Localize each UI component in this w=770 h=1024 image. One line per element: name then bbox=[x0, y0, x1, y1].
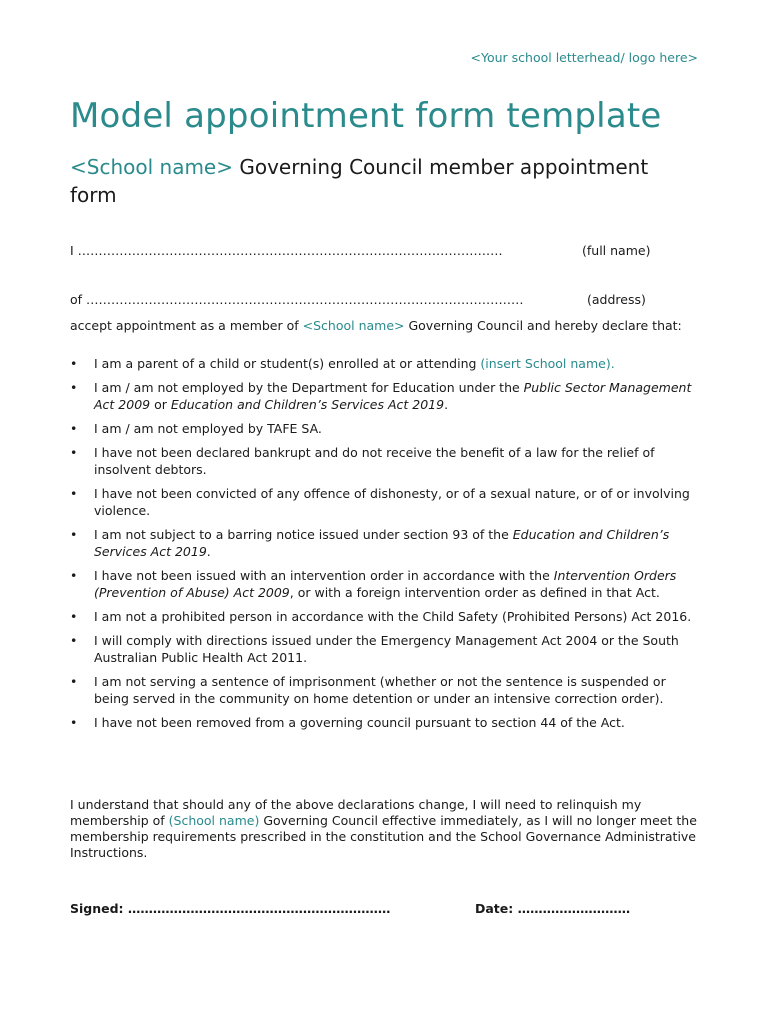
declaration-item bbox=[70, 379, 702, 413]
declaration-text: I am not a prohibited person in accordance with the Child Safety (Prohibited Persons) Act 2016. bbox=[94, 609, 692, 624]
bullet-icon: • bbox=[70, 486, 78, 501]
closing-paragraph bbox=[70, 797, 700, 861]
declaration-text: I have not been removed from a governing council pursuant to section 44 of the Act. bbox=[94, 715, 625, 730]
declaration-item bbox=[70, 567, 702, 601]
letterhead-placeholder: <Your school letterhead/ logo here> bbox=[470, 50, 698, 65]
declaration-text: I am / am not employed by TAFE SA. bbox=[94, 421, 322, 436]
page-title: Model appointment form template bbox=[70, 96, 662, 136]
declaration-text: , or with a foreign intervention order as defined in that Act. bbox=[289, 585, 660, 600]
form-subtitle bbox=[70, 153, 690, 209]
declaration-act-title: Education and Children’s Services Act 2019 bbox=[94, 527, 670, 559]
address-row bbox=[70, 292, 700, 307]
declaration-item bbox=[70, 444, 702, 478]
declaration-text: I am not serving a sentence of imprisonment (whether or not the sentence is suspended or being served in the community on home detention or under an intensive correction order). bbox=[94, 674, 666, 706]
bullet-icon: • bbox=[70, 609, 78, 624]
declaration-text: . bbox=[206, 544, 211, 559]
declaration-school-placeholder: (insert School name). bbox=[480, 356, 615, 371]
closing-text-1: I understand that should any of the above declarations change, I will need to relinquish my membership of bbox=[70, 797, 642, 828]
full-name-row bbox=[70, 243, 700, 258]
intro-text-1: accept appointment as a member of bbox=[70, 318, 303, 333]
declaration-item bbox=[70, 632, 702, 666]
declaration-text: . bbox=[444, 397, 449, 412]
bullet-icon: • bbox=[70, 421, 78, 436]
bullet-icon: • bbox=[70, 715, 78, 730]
declaration-text: I have not been convicted of any offence of dishonesty, or of a sexual nature, or of or involving violence. bbox=[94, 486, 690, 518]
declaration-item bbox=[70, 608, 702, 625]
declaration-text: I am a parent of a child or student(s) enrolled at or attending bbox=[94, 356, 481, 371]
bullet-icon: • bbox=[70, 633, 78, 648]
declaration-act-title: Public Sector Management Act 2009 bbox=[94, 380, 692, 412]
declaration-text: I have not been issued with an intervention order in accordance with the bbox=[94, 568, 554, 583]
intro-text-2: Governing Council and hereby declare that: bbox=[404, 318, 682, 333]
declaration-item bbox=[70, 420, 702, 437]
declaration-act-title: Intervention Orders (Prevention of Abuse) Act 2009 bbox=[94, 568, 677, 600]
declaration-text: I am / am not employed by the Department for Education under the bbox=[94, 380, 524, 395]
declaration-item bbox=[70, 355, 702, 372]
signature-line: Signed: ……………………………………………………… bbox=[70, 901, 391, 916]
closing-text-2: Governing Council effective immediately, as I will no longer meet the membership requirements prescribed in the constitution and the School Governance Administrative Instructions. bbox=[70, 813, 697, 860]
bullet-icon: • bbox=[70, 380, 78, 395]
bullet-icon: • bbox=[70, 445, 78, 460]
signature-row bbox=[70, 901, 700, 916]
intro-paragraph bbox=[70, 318, 700, 334]
bullet-icon: • bbox=[70, 356, 78, 371]
declaration-list bbox=[70, 355, 702, 738]
closing-school-placeholder: (School name) bbox=[168, 813, 260, 828]
intro-school-placeholder: <School name> bbox=[302, 318, 405, 333]
declaration-text: I am not subject to a barring notice issued under section 93 of the bbox=[94, 527, 513, 542]
declaration-act-title: Education and Children’s Services Act 2019 bbox=[170, 397, 445, 412]
full-name-label: (full name) bbox=[582, 243, 651, 258]
bullet-icon: • bbox=[70, 568, 78, 583]
declaration-item bbox=[70, 673, 702, 707]
bullet-icon: • bbox=[70, 674, 78, 689]
subtitle-school-placeholder: <School name> bbox=[70, 155, 233, 179]
address-line: of …………………………………………………………………………………………… bbox=[70, 292, 524, 307]
bullet-icon: • bbox=[70, 527, 78, 542]
declaration-item bbox=[70, 526, 702, 560]
declaration-item bbox=[70, 485, 702, 519]
full-name-line: I ………………………………………………………………………………………… bbox=[70, 243, 503, 258]
declaration-text: I will comply with directions issued under the Emergency Management Act 2004 or the South Australian Public Health Act 2011. bbox=[94, 633, 679, 665]
declaration-item bbox=[70, 714, 702, 731]
declaration-text: or bbox=[150, 397, 171, 412]
address-label: (address) bbox=[587, 292, 646, 307]
declaration-text: I have not been declared bankrupt and do not receive the benefit of a law for the relief of insolvent debtors. bbox=[94, 445, 655, 477]
subtitle-text: Governing Council member appointment form bbox=[70, 155, 649, 207]
date-line: Date: ……………………… bbox=[475, 901, 631, 916]
